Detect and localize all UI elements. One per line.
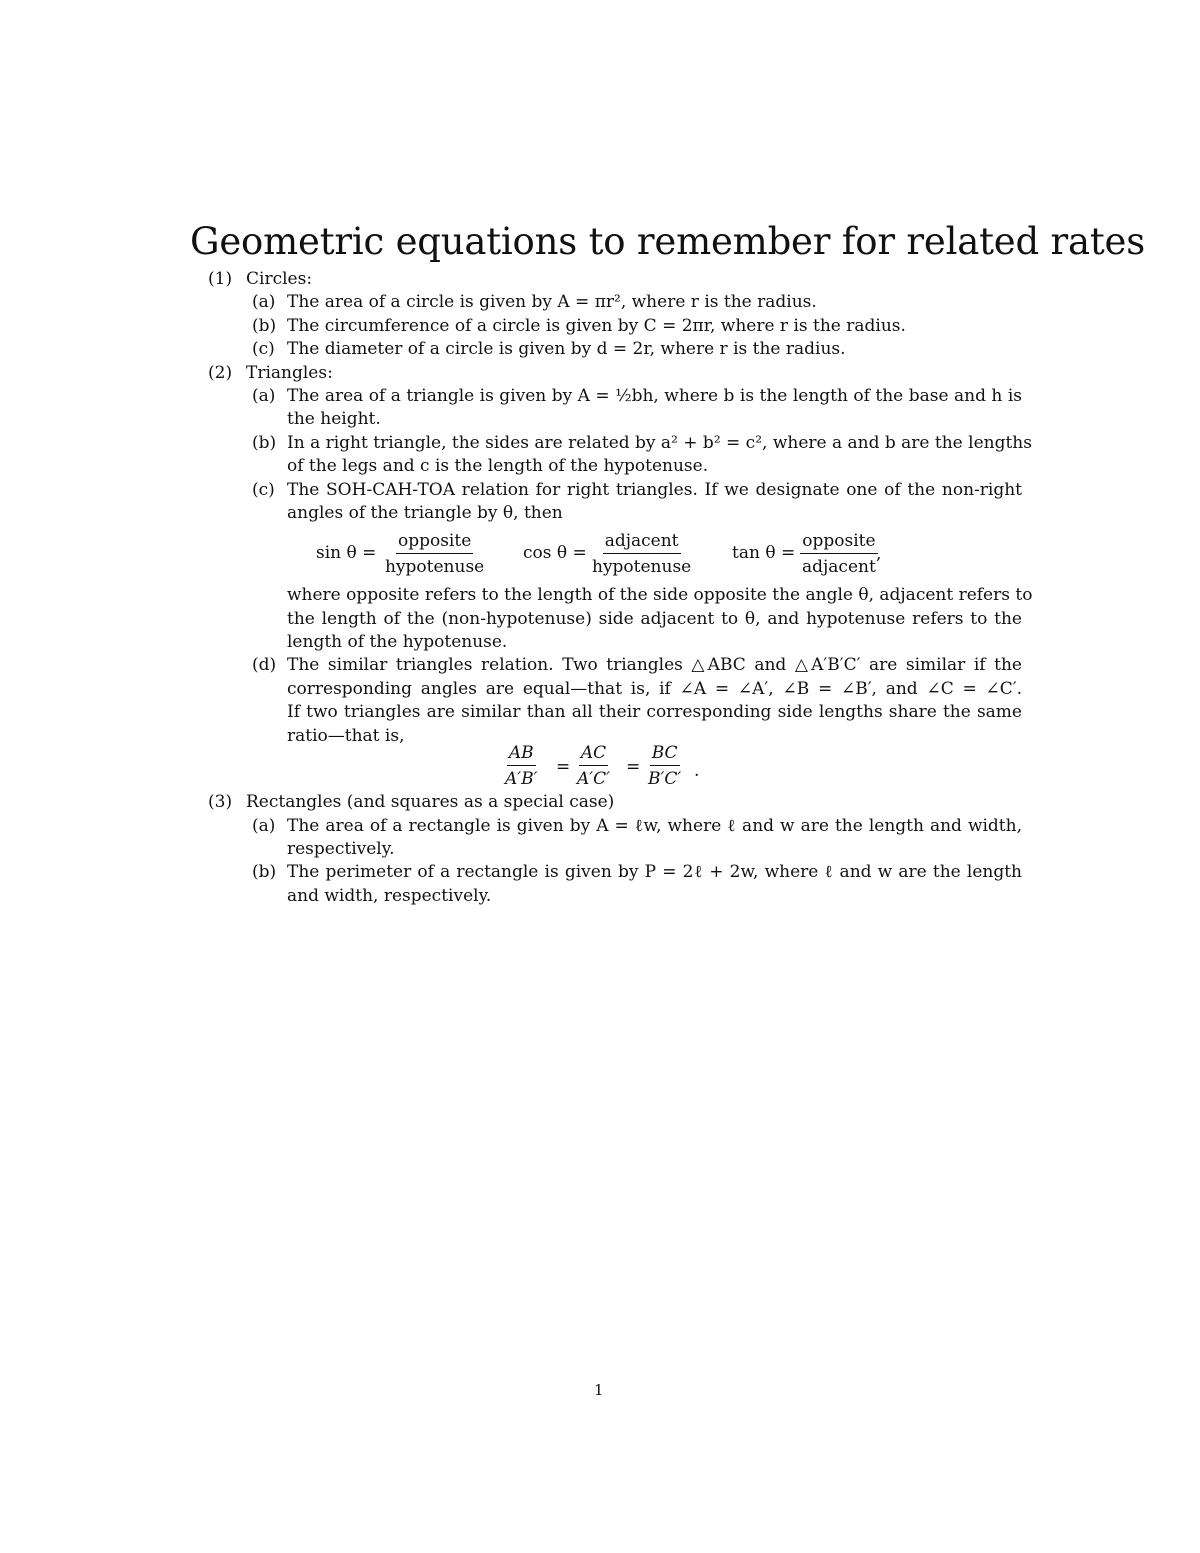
ratio-ac-numerator: AC: [579, 742, 608, 766]
item-2a-label: (a): [252, 386, 276, 406]
item-2d-label: (d): [252, 655, 277, 675]
ratio-bc: [646, 742, 683, 790]
sin-fraction: [383, 530, 486, 578]
cos-lhs: cos θ =: [523, 543, 587, 563]
cos-numerator: adjacent: [603, 530, 681, 554]
item-1c-label: (c): [252, 339, 275, 359]
sin-numerator: opposite: [396, 530, 473, 554]
tan-end-comma: ,: [876, 544, 882, 564]
cos-fraction: [590, 530, 693, 578]
item-2d-line-4: ratio—that is,: [287, 726, 405, 746]
item-3a-label: (a): [252, 816, 276, 836]
item-3b-line-1: The perimeter of a rectangle is given by P = 2ℓ + 2w, where ℓ and w are the length: [287, 862, 1022, 882]
item-1b-text: The circumference of a circle is given by C = 2πr, where r is the radius.: [287, 316, 906, 336]
tan-fraction: [800, 530, 878, 578]
page-number: 1: [594, 1381, 604, 1399]
item-2d-line-1: The similar triangles relation. Two triangles △ABC and △A′B′C′ are similar if the: [287, 655, 1022, 675]
ratio-ab-numerator: AB: [507, 742, 536, 766]
tan-numerator: opposite: [800, 530, 877, 554]
section-3-label: (3): [208, 792, 233, 812]
ratio-bc-numerator: BC: [650, 742, 680, 766]
item-2d-line-3: If two triangles are similar than all their corresponding side lengths share the same: [287, 702, 1022, 722]
section-1-heading: Circles:: [246, 269, 313, 289]
section-1-label: (1): [208, 269, 233, 289]
item-1a-label: (a): [252, 292, 276, 312]
item-3a-line-1: The area of a rectangle is given by A = ℓw, where ℓ and w are the length and width,: [287, 816, 1022, 836]
sin-denominator: hypotenuse: [385, 557, 485, 577]
ratio-equals-2: =: [626, 757, 641, 777]
tan-denominator: adjacent: [802, 557, 876, 577]
ratio-equals-1: =: [556, 757, 571, 777]
item-2c-label: (c): [252, 480, 275, 500]
item-2c-line-3: where opposite refers to the length of the side opposite the angle θ, adjacent refers to: [287, 585, 1033, 605]
ratio-ac-denominator: A′C′: [577, 769, 611, 789]
item-2d-line-2: corresponding angles are equal—that is, if ∠A = ∠A′, ∠B = ∠B′, and ∠C = ∠C′.: [287, 679, 1022, 699]
item-2b-label: (b): [252, 433, 277, 453]
item-2a-line-1: The area of a triangle is given by A = ½bh, where b is the length of the base and h is: [287, 386, 1022, 406]
item-2c-line-4: the length of the (non-hypotenuse) side adjacent to θ, and hypotenuse refers to the: [287, 609, 1022, 629]
item-3b-line-2: and width, respectively.: [287, 886, 492, 906]
cos-denominator: hypotenuse: [592, 557, 692, 577]
ratio-bc-denominator: B′C′: [648, 769, 682, 789]
page-title: Geometric equations to remember for related rates: [190, 220, 1146, 263]
item-2c-line-2: angles of the triangle by θ, then: [287, 503, 563, 523]
item-2c-line-5: length of the hypotenuse.: [287, 632, 508, 652]
sin-lhs: sin θ =: [316, 543, 377, 563]
item-1c-text: The diameter of a circle is given by d = 2r, where r is the radius.: [287, 339, 846, 359]
tan-lhs: tan θ =: [732, 543, 796, 563]
item-2c-line-1: The SOH-CAH-TOA relation for right triangles. If we designate one of the non-right: [287, 480, 1022, 500]
section-3-heading: Rectangles (and squares as a special case): [246, 792, 615, 812]
item-2a-line-2: the height.: [287, 409, 381, 429]
item-3a-line-2: respectively.: [287, 839, 395, 859]
item-2b-line-1: In a right triangle, the sides are related by a² + b² = c², where a and b are the lengths: [287, 433, 1032, 453]
ratio-ac: [575, 742, 612, 790]
ratio-ab: [503, 742, 540, 790]
section-2-label: (2): [208, 363, 233, 383]
item-2b-line-2: of the legs and c is the length of the hypotenuse.: [287, 456, 709, 476]
section-2-heading: Triangles:: [246, 363, 333, 383]
ratio-end-period: .: [694, 761, 700, 781]
item-1a-text: The area of a circle is given by A = πr², where r is the radius.: [287, 292, 817, 312]
item-3b-label: (b): [252, 862, 277, 882]
ratio-ab-denominator: A′B′: [505, 769, 538, 789]
item-1b-label: (b): [252, 316, 277, 336]
